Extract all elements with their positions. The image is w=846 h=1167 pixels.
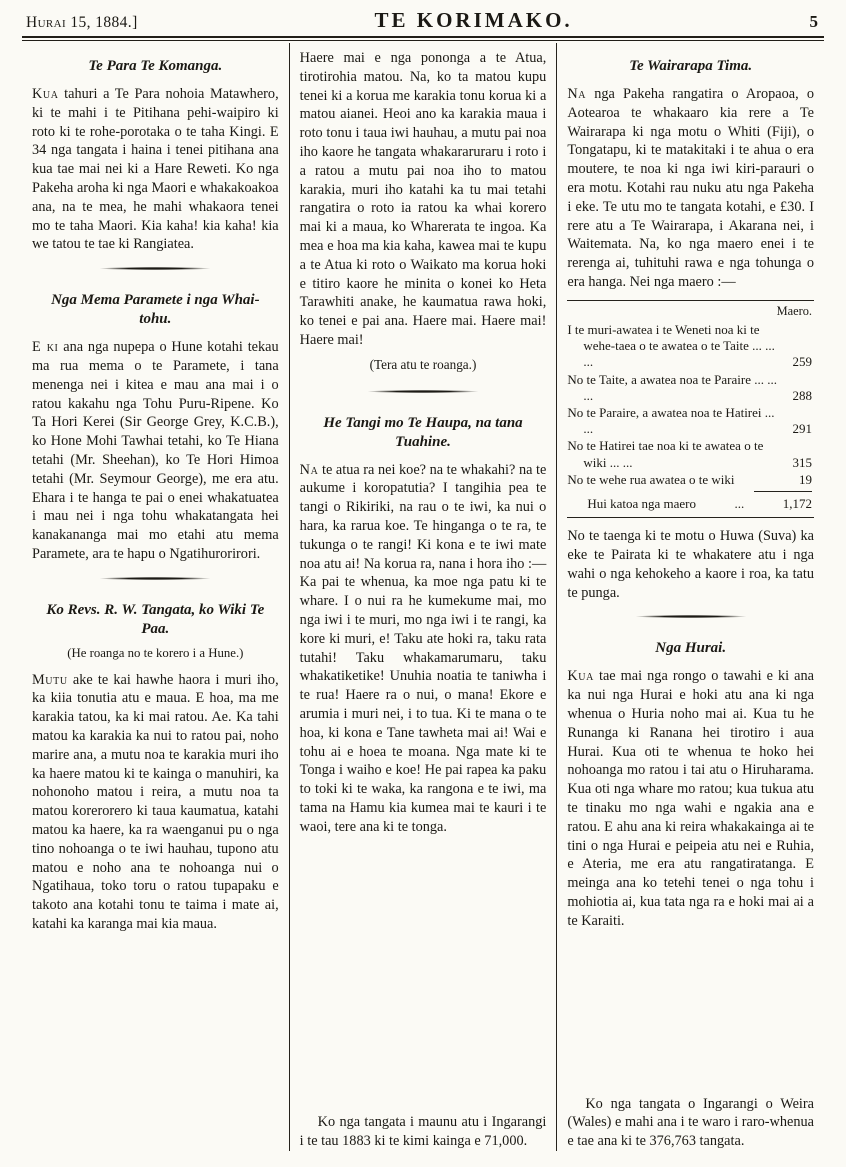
article-wairarapa [567,49,814,602]
header-rule [22,36,824,41]
paragraph-text: ana nga nupepa o Hune kotahi tekau ma rua mema o te Paramete, i tana menenga nei i kitea e mau ana mai i o ratou kakahu nga Tohu Puru-Ripene. Ko Ta Hori Kerei (Sir George Grey, K.C.B.), ko Hone Mohi Tawhai tetahi, ko Te Hiana tetahi (Mr. Sheehan), ko Te Hori Himoa tetahi (Mr. Seymour George), me era atu. Ehara i te hanga te pai o enei whakatuatea i mau nei i nga tohu whakatangata hei kanakananga mai mo etahi atu mema Paramete, ara te hapu o Ngatihurorirori. [32,339,279,562]
paragraph-text: ake te kai hawhe haora i muri iho, ka kiia tonutia atu e maua. E hoa, ma me karakia tatou, ka ki mai ratou. Ae. Ka tahi matou ka karakia ka nui to ratou pai, noho marire ana, a mutu noa te karakia muri iho ka haere matou ki te kainga o manuhiri, ka nohonoho matou i reira, a mutu noa ta matou korerorero ki taua kaumatua, katahi matou ka haere, ka ra waenganui pu o nga tino nohoanga o te iwi hauhau, tupono atu matou e noho ana te nohoanga nui o Ngatihaua, toko toru o ratou tupapaku e takoto ana kotahi tonu te taima i mate ai, katahi ka karanga mai kia maua. [32,671,279,932]
column-spacer [567,931,814,1095]
article-he-tangi [300,406,547,837]
article-heading: Te Para Te Komanga. [88,58,223,74]
column-1 [22,43,289,1151]
column-2 [289,43,557,1151]
masthead [22,6,824,36]
paragraph [32,338,279,564]
article-nga-mema [32,283,279,564]
wales-miners-paragraph [567,1095,814,1151]
continuation-note: (Tera atu te roanga.) [369,356,477,372]
paragraph-text: Haere mai e nga pononga a te Atua, tirotirohia matou. Na, ko ta matou kupu tenei ki a korua me karakia tonu korua ki a matou aianei. Heoi ano ka karakia maua i roto tonu i taua iwi hauhau, a mutu pai noa iho kaore he tangata whakararuraru i roto i a ratou a mutu pai noa iho to matou karakia, muri iho katahi ka tu mai tetahi rangatira o roto ia ratou ka whai korero mai ki a maua, ko Wharerata te ingoa. Ka mea e hoa ma kia kaha, kawea mai te kupu a te Atua ki roto o Waikato ma korua hoki e titiro kaore he minita o konei ko Heta Tarawhiti anake, he kaumatua rawa hoki, ko tenei e pai ana. Haere mai. Haere mai! Haere mai! [299,50,547,348]
article-heading: Ko Revs. R. W. Tangata, ko Wiki Te Paa. [46,601,265,637]
paragraph-text: te atua ra nei koe? na te whakahi? na te aukume i koropatutia? I tangihia pea te tangi o Rikiriki, na rau o te iwi, ka nui o hara, ka rarua koe. Te hinganga o te ra, te tukunga o te rangi! Ki kona e te iwi mate noa atu ai! Na korua ra, nana i hora iho :—Ka pai te whenua, ka moe nga patu ki te whare. I o nui ra he kumekume mai, mo nga iwi i te muri, mo nga iwi i te rangi, ka kore ki muri, e! Taku ate hoki ra, taku rata tutahi! Taku whakamarumaru, taku whakatiketike! Unuhia noatia te taniwha i te rua! Haere ra o nui, o mana! Ekore e arumia i muri nei, i to tua. Ki te mana o te hoa, ki kona e Tane tawheta mai ai! Wai e tohu ai e hoea te moana. Nga mate ki te Tonga i waiho e koe! He pai rapea ka paku to toki ki te waka, ka rangona e te iwi, ma tama na Hamu kia kumea mai te kauri i te waoi, tere ana ki te tonga. [299,461,547,835]
miles-row-label: No te Taite, a awatea noa te Paraire ... ... ... [567,371,777,403]
lead-word: Na [299,461,319,478]
column-3 [556,43,824,1151]
miles-row-value: 288 [792,387,813,403]
paragraph-text: Ko nga tangata o Ingarangi o Weira (Wales) e mahi ana i te waro i raro-whenua e tae ana ki te 376,763 tangata. [567,1095,815,1150]
paragraph [567,85,814,292]
article-heading: Nga Mema Paramete i nga Whai-tohu. [51,292,260,328]
paragraph [300,461,547,837]
article-heading: He Tangi mo Te Haupa, na tana Tuahine. [323,414,523,450]
article-ko-revs [32,593,279,934]
miles-row [567,438,814,470]
article-nga-hurai [567,631,814,930]
page-number: 5 [809,12,818,31]
miles-row-value: 19 [799,471,813,487]
continuation-paragraph [300,49,547,350]
lead-word: Na [567,86,587,102]
paragraph-text: Ko nga tangata i maunu atu i Ingarangi i te tau 1883 ki te kimi kainga e 71,000. [299,1114,547,1150]
miles-row-value: 291 [792,421,813,437]
section-divider [99,577,211,580]
miles-total-row [567,492,814,514]
paragraph-text: tahuri a Te Para nohoia Matawhero, ki te mahi i te Pitihana pehi-waipiro ki roto ki te rohe-porotaka o te taha Kingi. E 34 nga tangata i haina i tenei pitihana ana kua tae mai nei ki a Hare Reweti. Ko nga Pakeha aroha ki nga Maori e whakakoakoa ana, na te mea, he mahi whakaora tenei mo te taha Maori. Kia kaha! kia kaha! kia we tatou te tae ki Rangiatea. [32,86,279,253]
miles-row-value: 315 [792,454,813,470]
section-divider [635,615,747,618]
article-te-para [32,49,279,254]
paragraph [567,667,814,930]
miles-row [567,322,814,371]
lead-word: Mutu [32,671,68,688]
paragraph [567,527,814,602]
miles-table [567,300,814,518]
paragraph-text: tae mai nga rongo o tawahi e ki ana ka nui nga Hurai e hoki atu ana ki nga whenua o Huria noho mai ai. Kua tu he Runanga ki Ranana hei tirotiro i aua Hurai. Kua oti te whenua te hoko hei nohoanga mo ratou i tai atu o Hiruharama. Kua oti nga whare mo ratou; kua tukua atu te tinaku mo nga wahi e ngakia ana e ratou. E ahu ana ki reira whakakainga ai te tini o nga Hurai e peipeia atu nei e Ruhia, e Ateria, me era atu rangatiratanga. E meinga ana ko tetehi tenei o nga tohu i mohiotia ai, kua tata nga ra e hoki mai ai a te Karaiti. [567,668,815,929]
miles-total-label: Hui katoa nga maero [587,496,696,511]
miles-row-label: I te muri-awatea i te Weneti noa ki te wehe-taea o te awatea o te Taite ... ... ... [567,321,775,370]
article-heading: Te Wairarapa Tima. [629,58,753,74]
article-heading: Nga Hurai. [655,640,727,657]
miles-total-value: 1,172 [782,496,813,511]
section-divider [367,390,479,393]
miles-row-label: No te wehe rua awatea o te wiki [567,471,735,487]
issue-date: Hurai 15, 1884.] [26,14,138,31]
miles-row-label: No te Paraire, a awatea noa te Hatirei ... ... [567,404,775,437]
miles-row-label: No te Hatirei tae noa ki te awatea o te wiki ... ... [567,438,764,470]
paragraph [32,671,279,934]
miles-unit-header: Maero. [776,303,813,318]
miles-total-dots: ... [734,496,745,511]
paragraph [32,85,279,254]
paragraph-text: No te taenga ki te motu o Huwa (Suva) ka eke te Pairata ki te whakatere atu i nga wahi o nga kehokeho a kaore i roa, ka tatu te punga. [567,528,815,601]
miles-row [567,372,814,404]
paragraph-text: nga Pakeha rangatira o Aropaoa, o Aotearoa te whakaaro kia rere a Te Wairarapa ki nga motu o Whiti (Fiji), o Tongatapu, ki te matakitaki i te ahua o era moutere, te noa ki nga iwi kiri-parauri o era motu. Kotahi rau nuku atu nga Pakeha i eke. Te utu mo te tangata kotahi, e £30. I rere atu a Te Wairarapa, i Akarana nei, i Waitemata. Na, ko nga maero enei i te rerenga ai, tuhituhi rawa e nga tohunga o era hanga. Nei nga maero :— [567,86,815,290]
miles-row [567,472,814,488]
section-divider [99,267,211,270]
emigration-stat-paragraph [300,1113,547,1151]
lead-word: Kua [567,668,594,685]
miles-row [567,405,814,437]
lead-word: E ki [32,339,59,356]
column-spacer [300,836,547,1113]
article-subnote: (He roanga no te korero i a Hune.) [67,645,244,660]
lead-word: Kua [32,86,59,102]
columns [22,43,824,1151]
miles-row-value: 259 [792,354,813,370]
paper-title: TE KORIMAKO. [374,8,573,32]
